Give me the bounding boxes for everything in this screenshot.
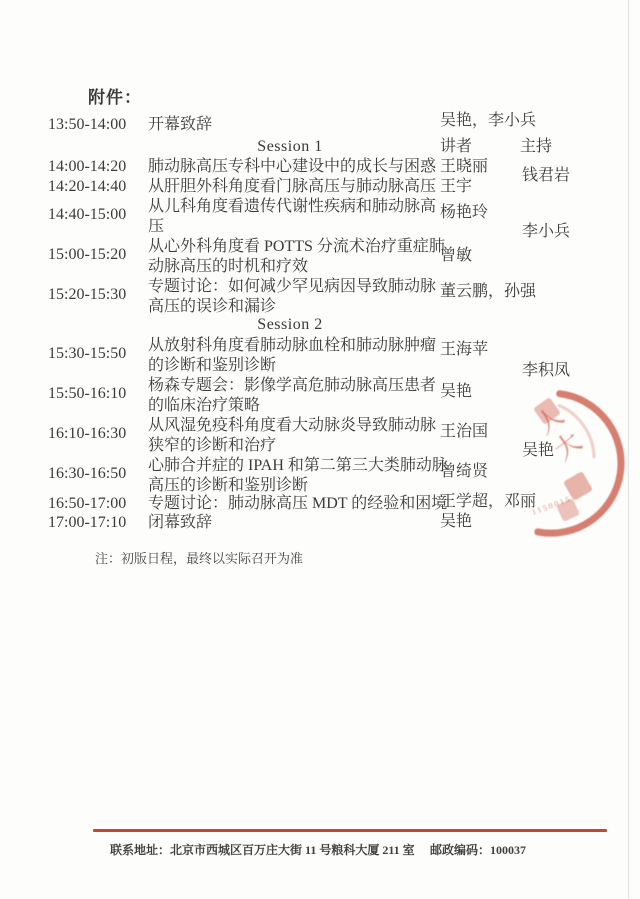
- stamp-char-2: 大: [548, 426, 588, 466]
- agenda-opening-time: 13:50-14:00: [48, 116, 127, 133]
- column-header-speaker: 讲者: [440, 138, 473, 155]
- s2-row1-speaker: 王海苹: [440, 341, 489, 358]
- s2-host1: 李积凤: [522, 362, 571, 379]
- s1-row2-time: 14:20-14:40: [48, 178, 127, 195]
- scan-edge-line: [628, 0, 629, 899]
- s1-row2-topic: 从肝胆外科角度看门脉高压与肺动脉高压: [148, 178, 437, 195]
- stamp-char-1: 人: [530, 400, 570, 440]
- s2-row1-topic: 从放射科角度看肺动脉血栓和肺动脉肿瘤的诊断和鉴别诊断: [148, 337, 437, 374]
- s1-row1-topic: 肺动脉高压专科中心建设中的成长与困惑: [148, 158, 437, 175]
- s2-row2-speaker: 吴艳: [440, 383, 473, 400]
- s1-row3-speaker: 杨艳玲: [440, 204, 489, 221]
- s1-row3-topic: 从儿科角度看遗传代谢性疾病和肺动脉高压: [148, 198, 437, 235]
- s2-row5-topic: 专题讨论：肺动脉高压 MDT 的经验和困境: [148, 495, 448, 512]
- schedule-note: 注：初版日程，最终以实际召开为准: [95, 551, 304, 566]
- stamp-digits: 1150015: [530, 494, 573, 517]
- s2-host2: 吴艳: [522, 442, 555, 459]
- agenda-opening-speakers: 吴艳，李小兵: [440, 112, 537, 129]
- closing-topic: 闭幕致辞: [148, 514, 213, 531]
- agenda-opening-topic: 开幕致辞: [148, 116, 213, 133]
- s2-row4-time: 16:30-16:50: [48, 465, 127, 482]
- s2-row3-speaker: 王治国: [440, 423, 489, 440]
- footer-postal-code: 邮政编码：100037: [430, 843, 527, 857]
- s2-row4-speaker: 曾绮贤: [440, 463, 489, 480]
- s2-row2-topic: 杨森专题会：影像学高危肺动脉高压患者的临床治疗策略: [148, 377, 437, 414]
- s1-row1-time: 14:00-14:20: [48, 158, 127, 175]
- s1-row2-speaker: 王宇: [440, 178, 473, 195]
- s1-host1: 钱君岩: [522, 167, 571, 184]
- s2-row2-time: 15:50-16:10: [48, 385, 127, 402]
- s2-row5-time: 16:50-17:00: [48, 495, 127, 512]
- s2-row1-time: 15:30-15:50: [48, 345, 127, 362]
- footer-address: 联系地址：北京市西城区百万庄大街 11 号粮科大厦 211 室: [110, 843, 415, 857]
- closing-time: 17:00-17:10: [48, 514, 127, 531]
- session2-title: Session 2: [257, 316, 323, 333]
- session1-title: Session 1: [257, 138, 323, 155]
- s1-row3-time: 14:40-15:00: [48, 206, 127, 223]
- s1-host2: 李小兵: [522, 223, 571, 240]
- s1-row1-speaker: 王晓丽: [440, 158, 489, 175]
- column-header-host: 主持: [520, 138, 553, 155]
- s1-row5-topic: 专题讨论：如何减少罕见病因导致肺动脉高压的误诊和漏诊: [148, 278, 437, 315]
- closing-speaker: 吴艳: [440, 513, 473, 530]
- s1-row5-speaker: 董云鹏，孙强: [440, 283, 537, 300]
- s1-row4-topic: 从心外科角度看 POTTS 分流术治疗重症肺动脉高压的时机和疗效: [148, 238, 445, 275]
- s1-row4-speaker: 曾敏: [440, 247, 473, 264]
- s1-row4-time: 15:00-15:20: [48, 246, 127, 263]
- s2-row5-speaker: 王学超，邓丽: [440, 493, 537, 510]
- attachment-label: 附件：: [88, 88, 142, 107]
- s1-row5-time: 15:20-15:30: [48, 286, 127, 303]
- s2-row3-topic: 从风湿免疫科角度看大动脉炎导致肺动脉狭窄的诊断和治疗: [148, 417, 437, 454]
- footer-rule: [93, 829, 607, 832]
- s2-row4-topic: 心肺合并症的 IPAH 和第二第三大类肺动脉高压的诊断和鉴别诊断: [148, 457, 448, 494]
- s2-row3-time: 16:10-16:30: [48, 425, 127, 442]
